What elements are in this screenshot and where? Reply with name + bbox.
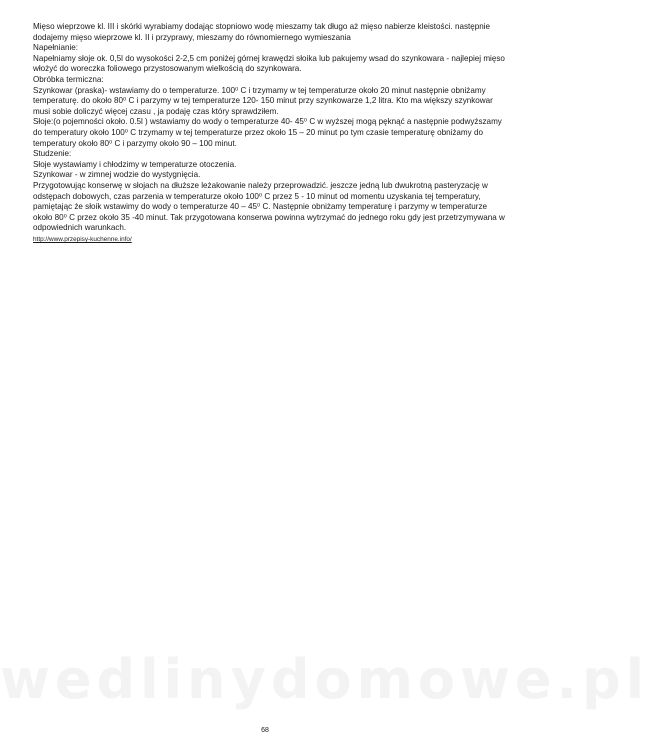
paragraph-filling: Napełniamy słoje ok. 0,5l do wysokości 2-2,5 cm poniżej górnej krawędzi słoika lub pakujemy wsad do szynkowara - najlepiej mięso włożyć do woreczka foliowego przystosowanym wielkością do szynkowara.	[33, 53, 505, 74]
paragraph-jars: Słoje:(o pojemności około. 0.5l ) wstawiamy do wody o temperaturze 40- 45⁰ C w wyższej mogą pęknąć a następnie podwyższamy do temperatury około 100⁰ C trzymamy w tej temperaturze przez około 15 – 20 minut po tym czasie temperaturę obniżamy do temperatury około 80⁰ C i parzymy około 90 – 100 minut.	[33, 117, 502, 148]
paragraph-ham-press: Szynkowar (praska)- wstawiamy do o temperaturze. 100⁰ C i trzymamy w tej temperaturze około 20 minut następnie obniżamy temperaturę. do około 80⁰ C i parzymy w tej temperaturze 120- 150 minut przy szynkowarze 1,2 litra. Kto ma większy szynkowar musi sobie doliczyć więcej czasu , ja podaję czas który sprawdziłem.	[33, 85, 493, 116]
page-number: 68	[261, 727, 269, 734]
document-body	[33, 22, 505, 244]
paragraph-cooling-press: Szynkowar - w zimnej wodzie do wystygnięcia.	[33, 170, 201, 180]
heading-filling: Napełnianie:	[33, 43, 78, 53]
paragraph-cooling-jars: Słoje wystawiamy i chłodzimy w temperaturze otoczenia.	[33, 159, 237, 169]
paragraph-mixing: Mięso wieprzowe kl. III i skórki wyrabiamy dodając stopniowo wodę mieszamy tak długo aż mięso nabierze kleistości. następnie dodajemy mięso wieprzowe kl. II i przyprawy, mieszamy do równomiernego wymieszania	[33, 22, 491, 42]
heading-cooling: Studzenie:	[33, 149, 72, 159]
source-link[interactable]: http://www.przepisy-kuchenne.info/	[33, 235, 132, 243]
paragraph-storage: Przygotowując konserwę w słojach na dłuższe leżakowanie należy przeprowadzić. jeszcze jedną lub dwukrotną pasteryzację w odstępach dobowych, czas parzenia w temperaturze około 100⁰ C przez 5 - 10 minut od momentu uzyskania tej temperatury, pamiętając że słoik wstawimy do wody o temperaturze 40 – 45⁰ C. Następnie obniżamy temperaturę i parzymy w temperaturze około 80⁰ C przez około 35 -40 minut. Tak przygotowana konserwa powinna wytrzymać do jednego roku gdy jest przetrzymywana w odpowiednich warunkach.	[33, 180, 505, 233]
heading-heat-treatment: Obróbka termiczna:	[33, 74, 104, 84]
watermark: wedlinydomowe.pl	[0, 648, 649, 711]
